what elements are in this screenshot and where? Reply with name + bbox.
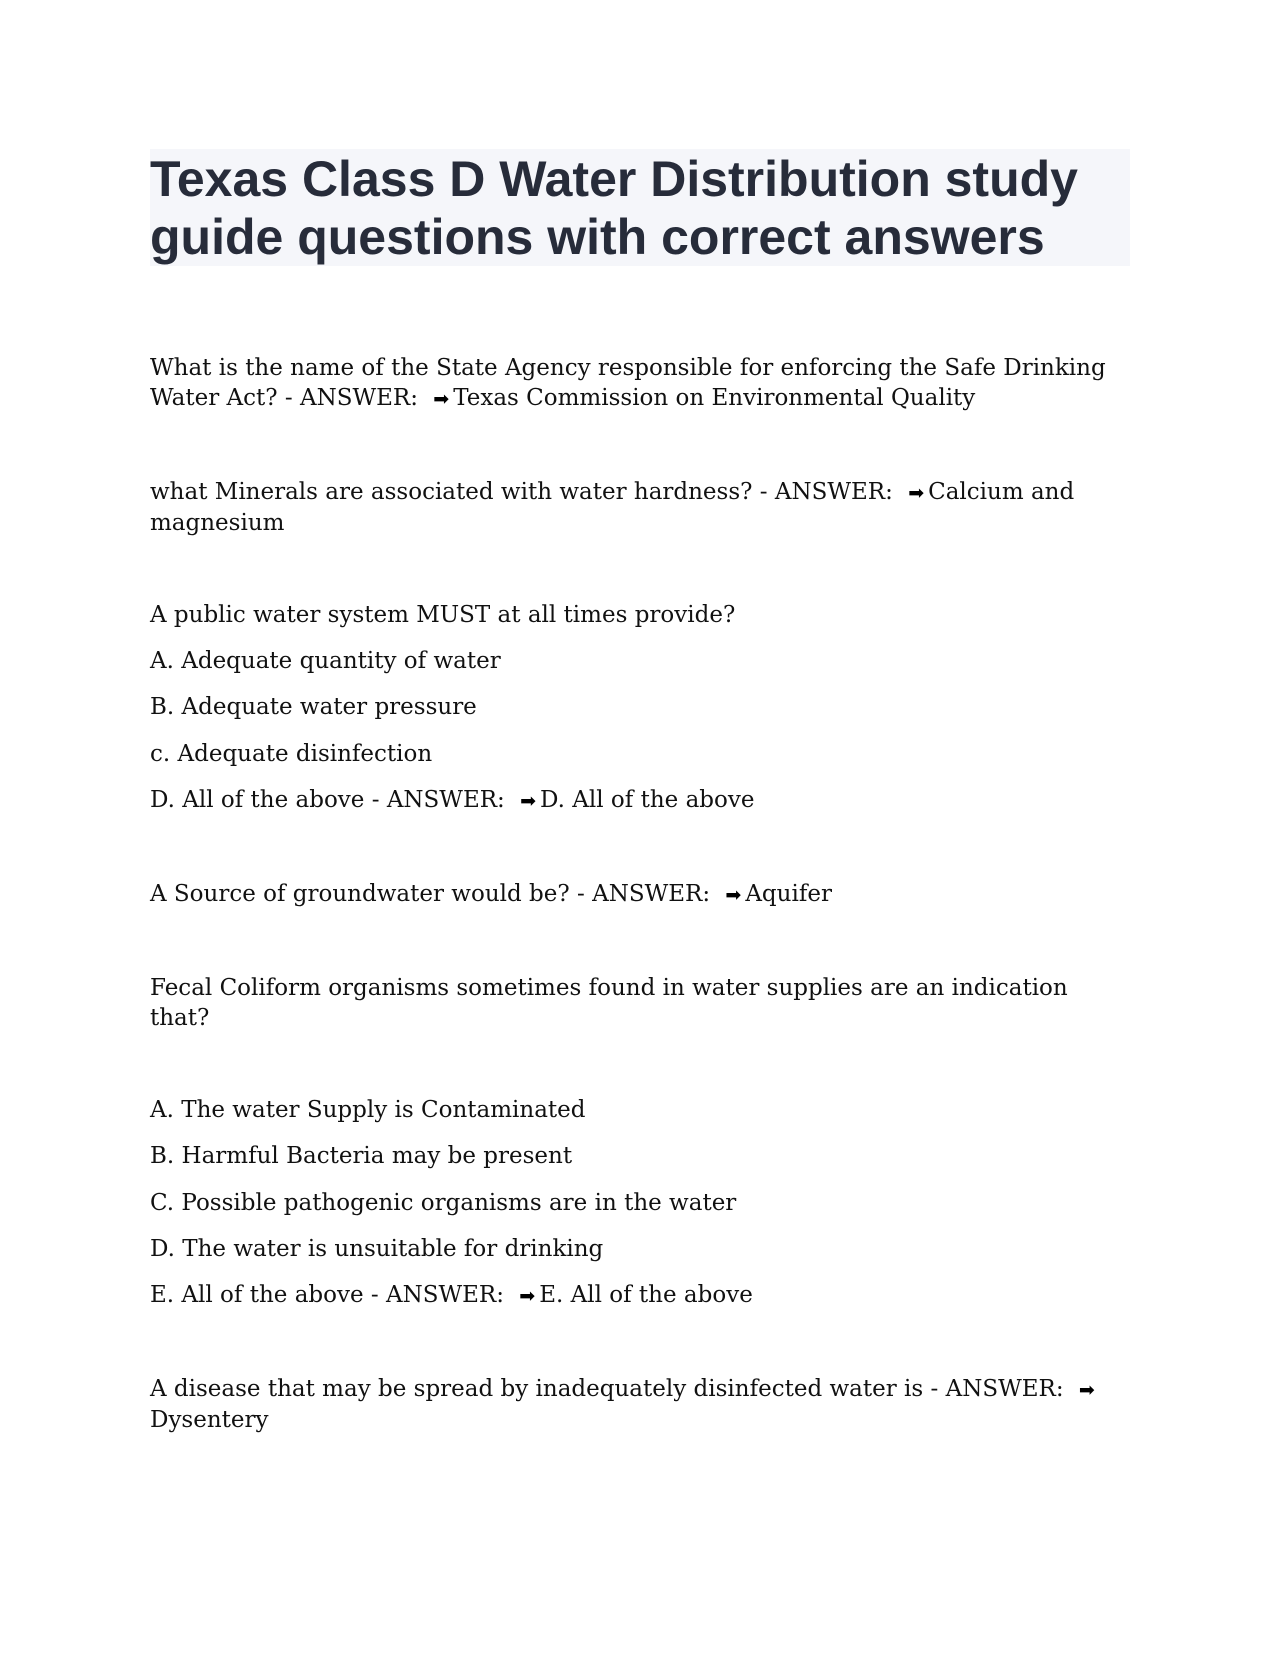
question-3: A public water system MUST at all times provide? bbox=[150, 602, 736, 628]
qa-item-4 bbox=[150, 879, 1130, 910]
option-d-with-answer bbox=[150, 785, 1130, 816]
question-text: A disease that may be spread by inadequately disinfected water is bbox=[150, 1376, 924, 1402]
option-e-with-answer bbox=[150, 1280, 1130, 1311]
option-b: B. Harmful Bacteria may be present bbox=[150, 1143, 573, 1169]
arrow-right-icon: ➡ bbox=[1078, 1379, 1095, 1401]
qa-item-6 bbox=[150, 1374, 1130, 1435]
arrow-right-icon: ➡ bbox=[520, 790, 537, 812]
option-e: E. All of the above bbox=[150, 1282, 364, 1308]
answer-text: Texas Commission on Environmental Quality bbox=[453, 385, 976, 411]
answer-marker: - ANSWER: bbox=[370, 1282, 504, 1308]
answer-marker: - ANSWER: bbox=[371, 787, 505, 813]
answer-text: E. All of the above bbox=[539, 1282, 753, 1308]
answer-marker: - ANSWER: bbox=[759, 479, 893, 505]
question-text: A Source of groundwater would be? bbox=[150, 881, 570, 907]
option-b: B. Adequate water pressure bbox=[150, 694, 477, 720]
qa-item-1 bbox=[150, 353, 1130, 414]
arrow-right-icon: ➡ bbox=[908, 482, 925, 504]
answer-marker: - ANSWER: bbox=[930, 1376, 1064, 1402]
document-title: Texas Class D Water Distribution study guide questions with correct answers bbox=[150, 151, 1078, 265]
answer-marker: - ANSWER: bbox=[284, 385, 418, 411]
option-d: D. The water is unsuitable for drinking bbox=[150, 1236, 604, 1262]
qa-item-2 bbox=[150, 477, 1130, 538]
question-5: Fecal Coliform organisms sometimes found in water supplies are an indication that? bbox=[150, 975, 1068, 1031]
option-d: D. All of the above bbox=[150, 787, 365, 813]
answer-text: Aquifer bbox=[745, 881, 832, 907]
answer-text: Dysentery bbox=[150, 1407, 269, 1433]
question-text: what Minerals are associated with water hardness? bbox=[150, 479, 753, 505]
arrow-right-icon: ➡ bbox=[519, 1285, 536, 1307]
option-a: A. The water Supply is Contaminated bbox=[150, 1097, 586, 1123]
option-c: c. Adequate disinfection bbox=[150, 741, 433, 767]
answer-marker: - ANSWER: bbox=[577, 881, 711, 907]
arrow-right-icon: ➡ bbox=[433, 388, 450, 410]
option-c: C. Possible pathogenic organisms are in the water bbox=[150, 1190, 737, 1216]
arrow-right-icon: ➡ bbox=[725, 884, 742, 906]
answer-text: Calcium and magnesium bbox=[150, 479, 1075, 536]
answer-text: D. All of the above bbox=[540, 787, 755, 813]
option-a: A. Adequate quantity of water bbox=[150, 648, 501, 674]
question-text: What is the name of the State Agency responsible for enforcing the Safe Drinking Water Act? bbox=[150, 355, 1106, 411]
